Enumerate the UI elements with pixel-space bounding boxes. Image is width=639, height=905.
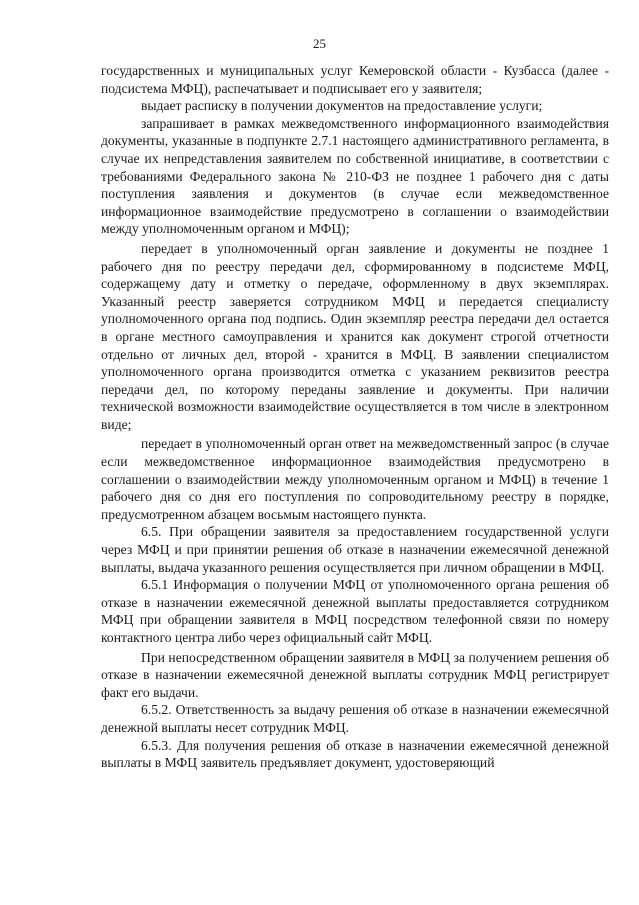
paragraph: 6.5.3. Для получения решения об отказе в назначении ежемесячной денежной выплаты в МФЦ заявитель предъявляет документ, удостоверяющий bbox=[101, 737, 609, 771]
paragraph: 6.5.1 Информация о получении МФЦ от уполномоченного органа решения об отказе в назначении ежемесячной денежной выплаты предоставляется сотрудником МФЦ при обращении заявителя в МФЦ посредством телефонной связи по номеру контактного центра либо через официальный сайт МФЦ. bbox=[101, 577, 609, 645]
document-body bbox=[101, 62, 609, 772]
paragraph: 6.5.2. Ответственность за выдачу решения об отказе в назначении ежемесячной денежной выплаты несет сотрудник МФЦ. bbox=[101, 702, 609, 735]
paragraph: передает в уполномоченный орган заявление и документы не позднее 1 рабочего дня по реестру передачи дел, сформированному в подсистеме МФЦ, содержащему дату и отметку о передаче, оформленному в двух экземплярах. Указанный реестр заверяется сотрудником МФЦ и передается специалисту уполномоченного органа под подпись. Один экземпляр реестра передачи дел остается в органе местного самоуправления и хранится как документ строгой отчетности отдельно от личных дел, второй - хранится в МФЦ. В заявлении специалистом уполномоченного органа производится отметка с указанием реквизитов реестра передачи дел, по которому переданы заявление и документы. При наличии технической возможности взаимодействие осуществляется в том числе в электронном виде; bbox=[101, 240, 609, 432]
paragraph: При непосредственном обращении заявителя в МФЦ за получением решения об отказе в назначении ежемесячной денежной выплаты сотрудник МФЦ регистрирует факт его выдачи. bbox=[101, 649, 609, 700]
paragraph: 6.5. При обращении заявителя за предоставлением государственной услуги через МФЦ и при принятии решения об отказе в назначении ежемесячной денежной выплаты, выдача указанного решения осуществляется при личном обращении в МФЦ. bbox=[101, 524, 609, 575]
paragraph: выдает расписку в получении документов на предоставление услуги; bbox=[141, 98, 543, 114]
paragraph: запрашивает в рамках межведомственного информационного взаимодействия документы, указанные в подпункте 2.7.1 настоящего административного регламента, в случае их непредставления заявителем по собственной инициативе, в соответствии с требованиями Федерального закона № 210-ФЗ не позднее 1 рабочего дня с даты поступления заявления и документов (в случае если межведомственное информационное взаимодействие предусмотрено в соглашении о взаимодействии между уполномоченным органом и МФЦ); bbox=[101, 115, 609, 237]
page-number: 25 bbox=[313, 36, 326, 51]
paragraph: передает в уполномоченный орган ответ на межведомственный запрос (в случае если межведомственное информационное взаимодействия предусмотрено в соглашении о взаимодействии между уполномоченным органом и МФЦ) в течение 1 рабочего дня со дня его поступления по сопроводительному реестру в порядке, предусмотренном абзацем восьмым настоящего пункта. bbox=[101, 436, 609, 522]
paragraph: государственных и муниципальных услуг Кемеровской области - Кузбасса (далее - подсистема МФЦ), распечатывает и подписывает его у заявителя; bbox=[101, 63, 609, 96]
